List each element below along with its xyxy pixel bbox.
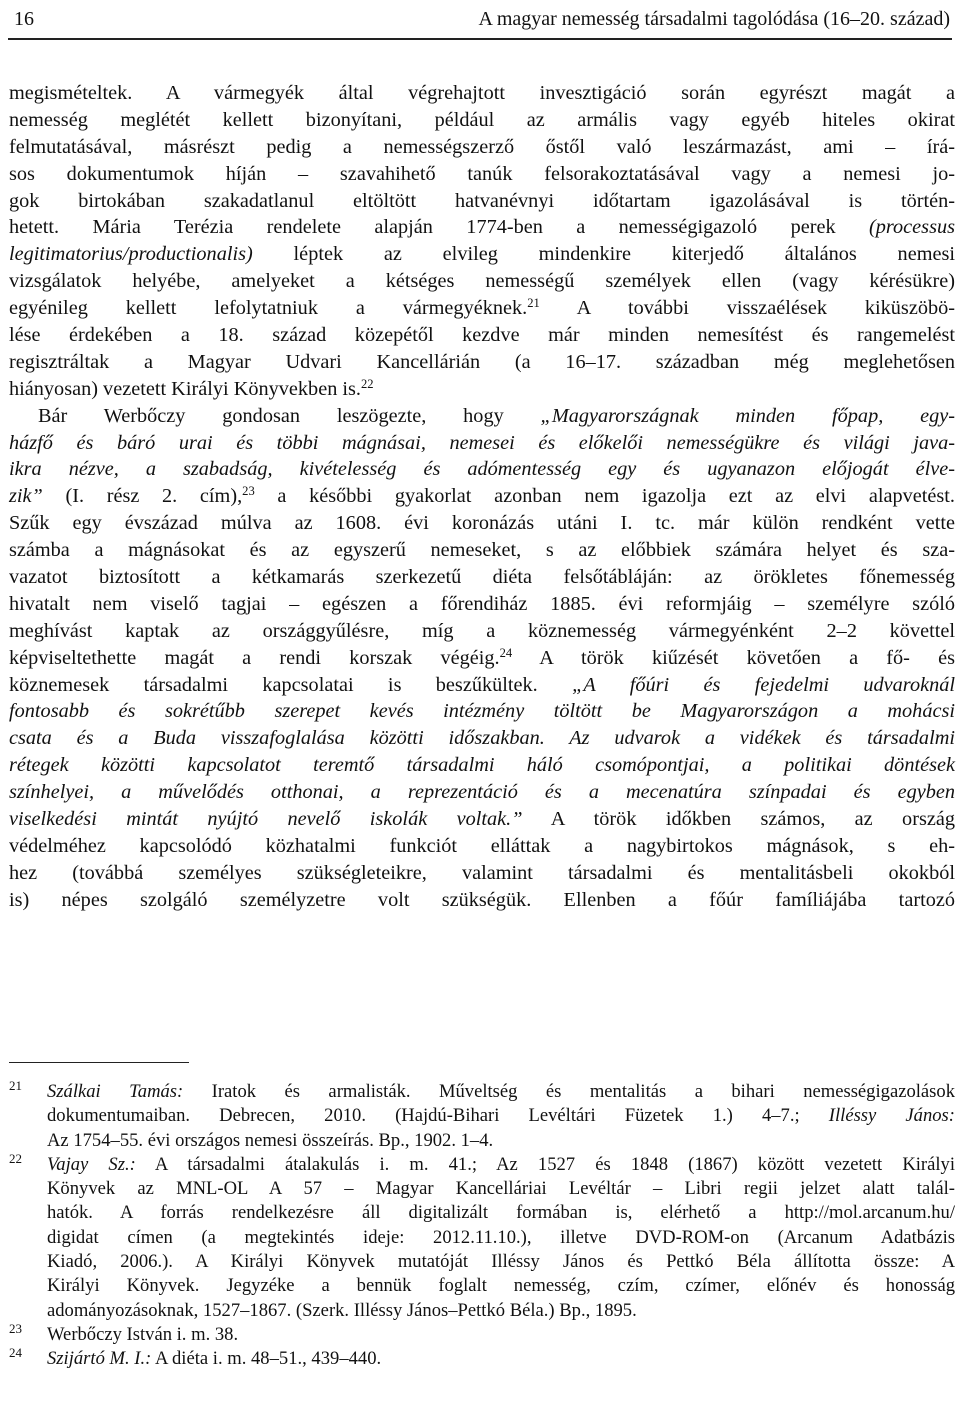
text-line: [9, 564, 955, 591]
text-line: [47, 1129, 955, 1153]
text-line: [9, 860, 955, 887]
text-run: Királyi Könyvek. Jegyzéke a bennük foglalt nemesség, czím, czímer, előnév és honosság: [47, 1275, 955, 1297]
italic-text: zik”: [9, 485, 43, 508]
text-run: adományozásoknak, 1527–1867. (Szerk. Illéssy János–Pettkó Béla.) Bp., 1895.: [47, 1299, 637, 1321]
text-line: [47, 1299, 955, 1323]
footnote-number: 24: [9, 1345, 22, 1361]
body-text: [9, 80, 955, 914]
text-line: [9, 645, 955, 672]
text-line: [9, 295, 955, 322]
footnote: [9, 1080, 955, 1153]
text-run: lése érdekében a 18. század közepétől kezdve már minden nemesítést és rangemelést: [9, 324, 955, 347]
footnote: [9, 1320, 955, 1347]
footnotes: [9, 1080, 955, 1372]
italic-text: „A főúri és fejedelmi udvaroknál: [572, 673, 956, 696]
text-run: meghívást kaptak az országgyűlésre, míg a köznemesség vármegyénként 2–2 követtel: [9, 619, 955, 642]
text-run: hivatalt nem viselő tagjai – egészen a főrendiház 1885. évi reformjáig – személyre szóló: [9, 592, 955, 615]
italic-text: „Magyarországnak minden főpap, egy-: [540, 404, 955, 427]
text-line: [9, 403, 955, 430]
text-run: digidat címen (a megtekintés ideje: 2012.11.10.), illetve DVD-ROM-on (Arcanum Adatbázis: [47, 1226, 955, 1248]
text-line: [47, 1226, 955, 1250]
text-run: hatók. A forrás rendelkezésre áll digitalizált formában is, elérhető a http://mol.arcanum.hu/: [47, 1202, 955, 1224]
text-run: (I. rész 2. cím),: [42, 485, 243, 508]
text-line: [9, 779, 955, 806]
text-line: [9, 107, 955, 134]
text-run: hetett. Mária Terézia rendelete alapján 1774-ben a nemességigazoló perek: [9, 216, 869, 239]
header-rule: [8, 38, 952, 40]
italic-text: ikra nézve, a szabadság, kivételesség és adómentesség egy és ugyanazon előjogát élve-: [9, 458, 955, 481]
text-line: [9, 430, 955, 457]
footnote: [9, 1150, 955, 1323]
text-line: [9, 806, 955, 833]
page-number: 16: [14, 8, 34, 30]
text-line: [9, 887, 955, 914]
text-run: számba a mágnásokat és az egyszerű nemeseket, s az előbbiek számára helyet és sza-: [9, 539, 955, 562]
footnote-number: 21: [9, 1078, 22, 1093]
text-line: [9, 672, 955, 699]
footnote-separator: [9, 1062, 189, 1063]
text-line: [9, 510, 955, 537]
italic-text: fontosabb és sokrétűbb szerepet kevés intézmény töltött be Magyarországon a mohácsi: [9, 700, 955, 723]
text-run: hez (továbbá személyes szükségleteikre, valamint társadalmi és mentalitásbeli okokból: [9, 861, 955, 884]
text-run: köznemesek társadalmi kapcsolatai is beszűkültek.: [9, 673, 573, 696]
text-run: hiányosan) vezetett Királyi Könyvekben is.: [9, 377, 362, 400]
text-run: Werbőczy István i. m. 38.: [47, 1323, 239, 1345]
text-line: [47, 1177, 955, 1201]
text-line: [9, 591, 955, 618]
text-run: Szűk egy évszázad múlva az 1608. évi koronázás utáni I. tc. már külön rendként vette: [9, 512, 955, 535]
italic-text: házfő és báró urai és többi mágnásai, nemesei és előkelői nemességükre és világi java-: [9, 431, 955, 454]
italic-text: színhelyei, a művelődés otthonai, a reprezentáció és a mecenatúra színpadai és egyben: [9, 781, 955, 804]
text-line: [9, 725, 955, 752]
text-line: [9, 134, 955, 161]
text-run: egyénileg kellett lefolytatniuk a vármegyéknek.: [9, 297, 528, 320]
text-line: [9, 322, 955, 349]
italic-text: Illéssy János:: [828, 1105, 955, 1127]
text-line: [47, 1274, 955, 1298]
text-run: A török időkben számos, az ország: [522, 808, 955, 831]
text-line: [47, 1323, 955, 1347]
text-run: Bár Werbőczy gondosan leszögezte, hogy: [38, 404, 541, 427]
text-run: regisztráltak a Magyar Udvari Kancellárián (a 16–17. században még meglehetősen: [9, 350, 955, 373]
text-line: [9, 241, 955, 268]
text-line: [9, 214, 955, 241]
text-run: sos dokumentumok híján – szavahihető tanúk felsorakoztatásával vagy a nemesi jo-: [9, 162, 955, 185]
text-run: léptek az elvileg mindenkire kiterjedő általános nemesi: [252, 243, 955, 266]
text-run: Iratok és armalisták. Műveltség és mentalitás a bihari nemességigazolások: [183, 1081, 955, 1102]
text-line: [9, 833, 955, 860]
text-run: dokumentumaiban. Debrecen, 2010. (Hajdú-Bihari Levéltári Füzetek 1.) 4–7.;: [47, 1105, 829, 1127]
italic-text: rétegek közötti kapcsolatot teremtő társadalmi háló csomópontjai, a politikai döntések: [9, 754, 955, 777]
text-run: képviseltethette magát a rendi korszak végéig.: [9, 646, 500, 669]
text-run: is) népes szolgáló személyzetre volt szükségük. Ellenben a főúr famíliájába tartozó: [9, 888, 955, 911]
text-line: [47, 1347, 955, 1371]
text-line: [9, 349, 955, 376]
text-run: gok birtokában szakadatlanul eltöltött hatvanévnyi időtartam igazolásával is történ-: [9, 189, 955, 212]
text-run: Könyvek az MNL-OL A 57 – Magyar Kancelláriai Levéltár – Libri regii jelzet alatt talál-: [47, 1178, 955, 1200]
text-run: a későbbi gyakorlat azonban nem igazolja ezt az elvi alapvetést.: [254, 485, 955, 508]
italic-text: legitimatorius/productionalis): [9, 243, 253, 266]
running-title: A magyar nemesség társadalmi tagolódása (16–20. század): [478, 8, 950, 30]
text-line: [9, 80, 955, 107]
text-run: A török kiűzését követően a fő- és: [512, 646, 955, 669]
text-line: [9, 483, 955, 510]
text-line: [9, 268, 955, 295]
text-run: Kiadó, 2006.). A Királyi Könyvek mutatóját Illéssy János és Pettkó Béla állította össze: A: [47, 1251, 955, 1273]
footnote-number: 22: [9, 1150, 22, 1166]
footnote-ref: 24: [499, 645, 513, 660]
italic-text: (processus: [869, 216, 955, 239]
text-run: A társadalmi átalakulás i. m. 41.; Az 1527 és 1848 (1867) között vezetett Királyi: [135, 1153, 955, 1175]
text-line: [47, 1080, 955, 1104]
text-line: [47, 1250, 955, 1274]
text-line: [9, 456, 955, 483]
text-run: felmutatásával, másrészt pedig a nemességszerző őstől való leszármazást, ami – írá-: [9, 135, 955, 158]
text-run: védelméhez kapcsolódó közhatalmi funkciót elláttak a nagybirtokos mágnások, s eh-: [9, 834, 955, 857]
text-run: vizsgálatok helyébe, amelyeket a kétséges nemességű személyek ellen (vagy kérésükre): [9, 270, 955, 293]
text-run: A diéta i. m. 48–51., 439–440.: [151, 1348, 382, 1370]
italic-text: csata és a Buda visszafoglalása közötti időszakban. Az udvarok a vidékek és társadalmi: [9, 727, 955, 750]
text-line: [9, 752, 955, 779]
italic-text: Vajay Sz.:: [47, 1153, 136, 1175]
text-run: nemesség meglétét kellett bizonyítani, például az armális vagy egyéb hiteles okirat: [9, 108, 955, 131]
text-line: [9, 537, 955, 564]
text-run: megismételtek. A vármegyék által végrehajtott invesztigáció során egyrészt magát a: [9, 82, 955, 104]
text-line: [47, 1153, 955, 1177]
text-run: Az 1754–55. évi országos nemesi összeírás. Bp., 1902. 1–4.: [47, 1129, 494, 1151]
running-header: [14, 8, 950, 38]
italic-text: Szijártó M. I.:: [47, 1348, 152, 1370]
italic-text: viselkedési mintát nyújtó nevelő iskolák voltak.”: [9, 808, 523, 831]
text-line: [9, 376, 955, 403]
text-line: [47, 1201, 955, 1225]
footnote-ref: 22: [361, 376, 374, 391]
text-run: vazatot biztosított a kétkamarás szerkezetű diéta felsőtábláján: az örökletes főnemesség: [9, 566, 955, 589]
footnote-number: 23: [9, 1320, 22, 1336]
italic-text: Szálkai Tamás:: [47, 1081, 184, 1102]
footnote-ref: 23: [242, 484, 255, 499]
footnote: [9, 1347, 955, 1371]
text-line: [9, 188, 955, 215]
text-line: [9, 698, 955, 725]
text-run: A további visszaélések kiküszöbö-: [539, 297, 956, 320]
text-line: [9, 618, 955, 645]
text-line: [47, 1104, 955, 1128]
text-line: [9, 161, 955, 188]
footnote-ref: 21: [527, 296, 540, 311]
